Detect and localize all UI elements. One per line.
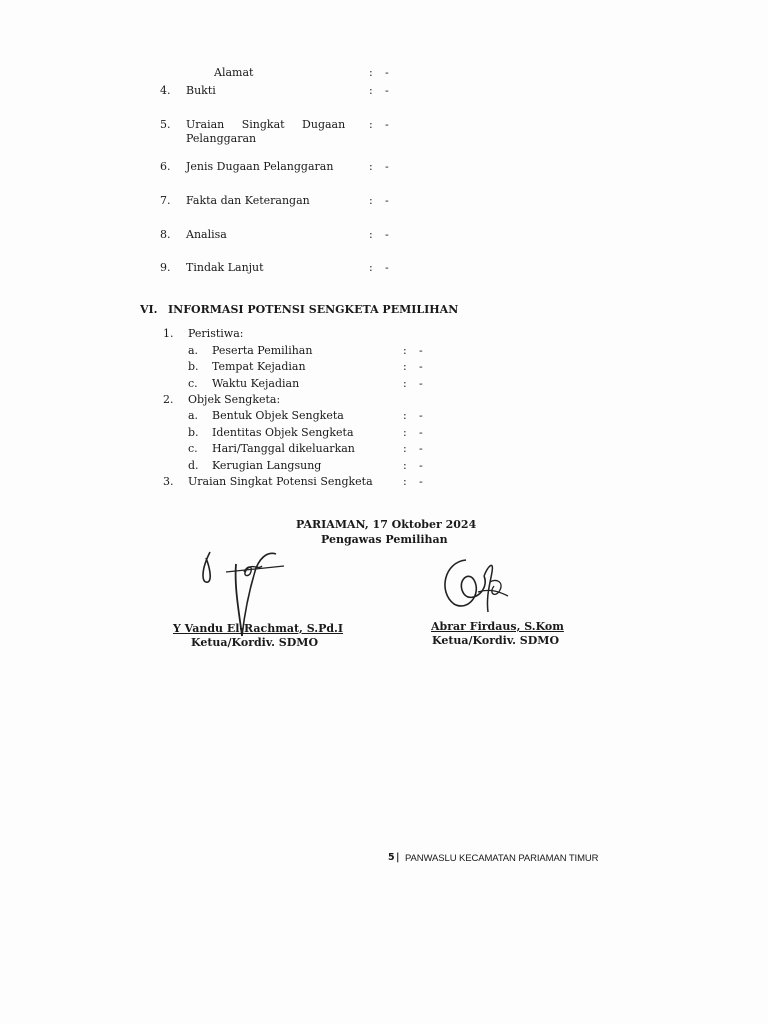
sub-2d-label: Kerugian Langsung (212, 459, 322, 472)
item-5-number: 5. (160, 118, 171, 131)
sub-1c-sep: : (403, 377, 407, 390)
item-5-label-line2: Pelanggaran (186, 132, 257, 145)
sub-2c-label: Hari/Tanggal dikeluarkan (212, 442, 355, 455)
item-7-sep: : (369, 194, 373, 207)
item-9-sep: : (369, 261, 373, 274)
item-8-number: 8. (160, 228, 171, 241)
sub-2b-value: - (419, 426, 423, 439)
sub-1b-sep: : (403, 360, 407, 373)
right-signature (434, 552, 520, 624)
group-3-value: - (419, 475, 423, 488)
item-5-label-line1: Uraian Singkat Dugaan (186, 118, 346, 131)
item-6-label: Jenis Dugaan Pelanggaran (186, 160, 334, 173)
item-4-label: Bukti (186, 84, 216, 97)
sub-2a-value: - (419, 409, 423, 422)
item-5-value: - (385, 118, 389, 131)
sub-2c-value: - (419, 442, 423, 455)
section-6-title: INFORMASI POTENSI SENGKETA PEMILIHAN (168, 303, 459, 316)
item-8-label: Analisa (186, 228, 227, 241)
item-4-value: - (385, 84, 389, 97)
item-5-sep: : (369, 118, 373, 131)
right-signatory-title: Ketua/Kordiv. SDMO (432, 634, 560, 647)
item-6-number: 6. (160, 160, 171, 173)
section-6-number: VI. (140, 303, 158, 316)
group-1-label: Peristiwa: (188, 327, 244, 340)
sub-2d-value: - (419, 459, 423, 472)
item-alamat-value: - (385, 66, 389, 79)
sub-1b-value: - (419, 360, 423, 373)
item-4-sep: : (369, 84, 373, 97)
sub-1c-value: - (419, 377, 423, 390)
sub-2a-label: Bentuk Objek Sengketa (212, 409, 344, 422)
group-3-label: Uraian Singkat Potensi Sengketa (188, 475, 373, 488)
group-2-number: 2. (163, 393, 174, 406)
sub-2b-label: Identitas Objek Sengketa (212, 426, 354, 439)
item-6-value: - (385, 160, 389, 173)
item-9-label: Tindak Lanjut (186, 261, 264, 274)
sub-2b-letter: b. (188, 426, 199, 439)
sub-2c-sep: : (403, 442, 407, 455)
item-9-value: - (385, 261, 389, 274)
sub-1c-letter: c. (188, 377, 198, 390)
right-signatory-name: Abrar Firdaus, S.Kom (431, 620, 564, 633)
sub-1a-label: Peserta Pemilihan (212, 344, 313, 357)
item-4-number: 4. (160, 84, 171, 97)
left-signatory-name: Y Vandu El-Rachmat, S.Pd.I (173, 622, 344, 635)
sub-1a-value: - (419, 344, 423, 357)
footer-org: PANWASLU KECAMATAN PARIAMAN TIMUR (405, 853, 599, 864)
item-alamat-sep: : (369, 66, 373, 79)
place-date: PARIAMAN, 17 Oktober 2024 (296, 518, 477, 531)
sub-1b-letter: b. (188, 360, 199, 373)
sub-2a-letter: a. (188, 409, 199, 422)
item-6-sep: : (369, 160, 373, 173)
sub-1b-label: Tempat Kejadian (212, 360, 306, 373)
group-1-number: 1. (163, 327, 174, 340)
item-8-sep: : (369, 228, 373, 241)
signatory-role: Pengawas Pemilihan (321, 533, 448, 546)
item-8-value: - (385, 228, 389, 241)
group-2-label: Objek Sengketa: (188, 393, 281, 406)
item-7-label: Fakta dan Keterangan (186, 194, 310, 207)
sub-2d-sep: : (403, 459, 407, 472)
sub-1a-sep: : (403, 344, 407, 357)
group-3-sep: : (403, 475, 407, 488)
item-9-number: 9. (160, 261, 171, 274)
sub-2d-letter: d. (188, 459, 199, 472)
sub-1c-label: Waktu Kejadian (212, 377, 300, 390)
sub-2a-sep: : (403, 409, 407, 422)
footer-divider: | (396, 852, 400, 863)
item-alamat-label: Alamat (214, 66, 254, 79)
sub-2b-sep: : (403, 426, 407, 439)
item-7-number: 7. (160, 194, 171, 207)
left-signatory-title: Ketua/Kordiv. SDMO (191, 636, 319, 649)
group-3-number: 3. (163, 475, 174, 488)
item-7-value: - (385, 194, 389, 207)
sub-2c-letter: c. (188, 442, 198, 455)
footer-page-number: 5 (388, 852, 395, 863)
sub-1a-letter: a. (188, 344, 199, 357)
